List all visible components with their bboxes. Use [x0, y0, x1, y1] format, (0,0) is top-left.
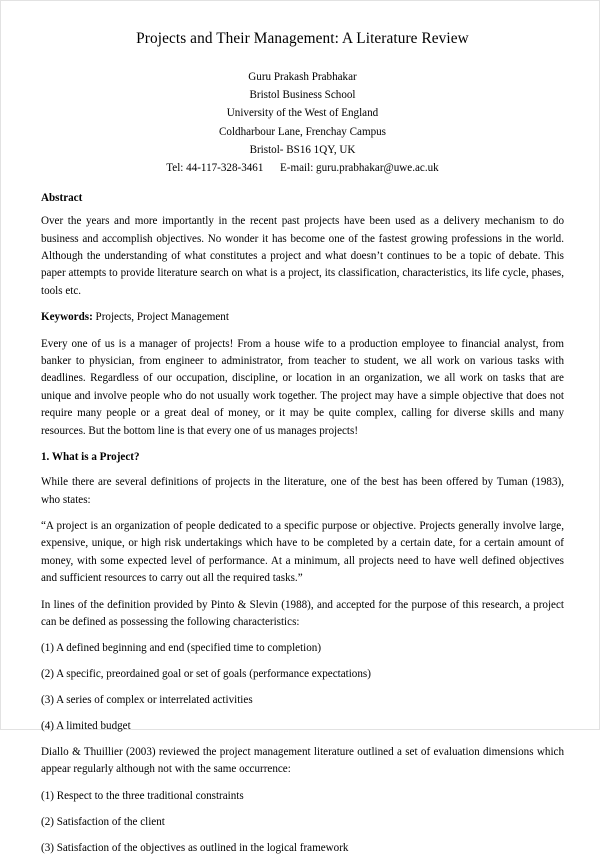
affiliation-school: Bristol Business School — [249, 89, 356, 102]
characteristics-list — [41, 640, 564, 735]
list-item: (4) A limited budget — [41, 720, 131, 733]
list-item: (3) A series of complex or interrelated activities — [41, 694, 253, 707]
abstract-heading: Abstract — [41, 192, 83, 205]
list-item: (2) Satisfaction of the client — [41, 815, 165, 828]
intro-paragraph: Every one of us is a manager of projects! From a house wife to a production employee to financial analyst, from banker to physician, from engineer to administrator, from teacher to student, we all work on various tasks with deadlines. Regardless of our occupation, discipline, or location in an organization, we all work on tasks that are unique and involve people who do not usually work together. The project may have a simple objective that does not require many people or a great deal of money, or it may be quite complex, calling for diverse skills and many resources. But the bottom line is that every one of us manages projects! — [41, 337, 564, 437]
keywords-line — [41, 309, 564, 326]
keywords-value: Projects, Project Management — [92, 311, 229, 324]
contact-line: Tel: 44-117-328-3461 E-mail: guru.prabhakar@uwe.ac.uk — [166, 162, 439, 175]
dimensions-intro: Diallo & Thuillier (2003) reviewed the project management literature outlined a set of evaluation dimensions which appear regularly although not with the same occurrence: — [41, 745, 564, 776]
page-title: Projects and Their Management: A Literature Review — [136, 30, 469, 47]
list-item: (1) A defined beginning and end (specified time to completion) — [41, 642, 322, 655]
abstract-text: Over the years and more importantly in the recent past projects have been used as a delivery mechanism to do business and accomplish objectives. No wonder it has become one of the fastest growing professions in the world. Although the understanding of what constitutes a project and what doesn’t continues to be a topic of debate. This paper attempts to provide literature search on what is a project, its classification, characteristics, its life cycle, phases, tools etc. — [41, 215, 564, 297]
dimensions-list — [41, 788, 564, 857]
affiliation-address: Coldharbour Lane, Frenchay Campus — [219, 125, 386, 138]
affiliation-university: University of the West of England — [226, 107, 379, 120]
section-1-intro: While there are several definitions of projects in the literature, one of the best has been offered by Tuman (1983), who states: — [41, 476, 564, 506]
section-1-heading: 1. What is a Project? — [41, 451, 140, 464]
characteristics-intro: In lines of the definition provided by Pinto & Slevin (1988), and accepted for the purpose of this research, a project can be defined as possessing the following characteristics: — [41, 598, 564, 628]
list-item: (3) Satisfaction of the objectives as outlined in the logical framework — [41, 841, 349, 854]
affiliation-city-postcode: Bristol- BS16 1QY, UK — [249, 143, 356, 156]
author-name: Guru Prakash Prabhakar — [248, 71, 357, 83]
list-item: (2) A specific, preordained goal or set of goals (performance expectations) — [41, 668, 371, 681]
list-item: (1) Respect to the three traditional constraints — [41, 789, 244, 802]
tuman-quote: “A project is an organization of people dedicated to a specific purpose or objective. Projects generally involve large, expensive, unique, or high risk undertakings which have to be completed by a certain date, for a certain amount of money, with some expected level of performance. At a minimum, all projects need to have well defined objectives and sufficient resources to carry out all the required tasks.” — [41, 519, 564, 585]
author-affiliation-block — [41, 68, 564, 177]
keywords-label: Keywords: — [41, 311, 93, 324]
